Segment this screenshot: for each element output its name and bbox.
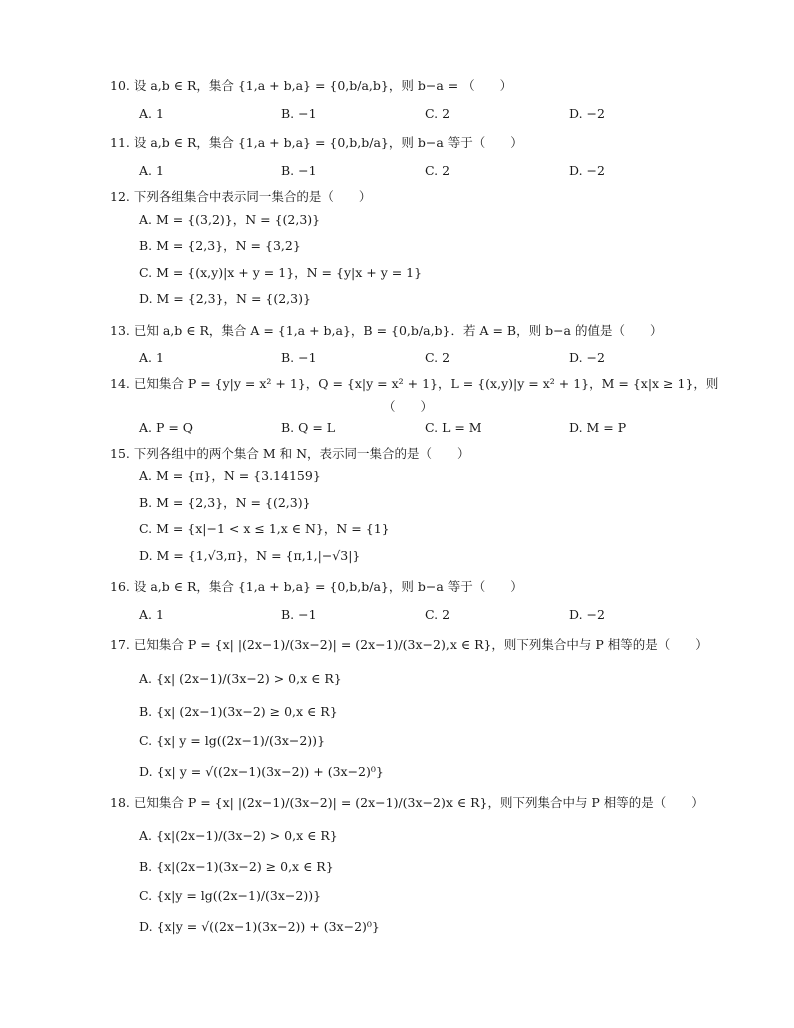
question-11-option-c: C. 2 [425,163,451,178]
question-13-option-c: C. 2 [425,350,451,365]
question-18-option-b: B. {x|(2x−1)(3x−2) ≥ 0,x ∈ R} [139,859,334,874]
question-13-option-d: D. −2 [569,350,605,365]
question-12-option-b: B. M = {2,3}，N = {3,2} [139,238,301,253]
question-15-stem: 15. 下列各组中的两个集合 M 和 N，表示同一集合的是（ ） [110,446,470,461]
question-17-option-c: C. {x| y = lg((2x−1)/(3x−2))} [139,733,326,748]
question-17-stem: 17. 已知集合 P = {x| |(2x−1)/(3x−2)| = (2x−1)/(3x−2),x ∈ R}，则下列集合中与 P 相等的是（ ） [110,637,708,652]
question-17-option-a: A. {x| (2x−1)/(3x−2) > 0,x ∈ R} [139,671,342,686]
question-16-option-c: C. 2 [425,607,451,622]
question-11-option-a: A. 1 [139,163,164,178]
question-10-option-d: D. −2 [569,106,605,121]
question-10-option-a: A. 1 [139,106,164,121]
question-15-option-b: B. M = {2,3}，N = {(2,3)} [139,495,311,510]
question-11-option-d: D. −2 [569,163,605,178]
question-17-option-b: B. {x| (2x−1)(3x−2) ≥ 0,x ∈ R} [139,704,338,719]
question-18-option-a: A. {x|(2x−1)/(3x−2) > 0,x ∈ R} [139,828,338,843]
question-15-option-c: C. M = {x|−1 < x ≤ 1,x ∈ N}，N = {1} [139,521,390,536]
question-18-option-c: C. {x|y = lg((2x−1)/(3x−2))} [139,888,322,903]
question-16-option-a: A. 1 [139,607,164,622]
question-12-option-c: C. M = {(x,y)|x + y = 1}，N = {y|x + y = 1} [139,265,423,280]
question-18-option-d: D. {x|y = √((2x−1)(3x−2)) + (3x−2)⁰} [139,919,380,934]
question-10-stem: 10. 设 a,b ∈ R，集合 {1,a + b,a} = {0,b/a,b}，则 b−a = （ ） [110,78,513,93]
question-15-option-a: A. M = {π}，N = {3.14159} [139,468,321,483]
question-14-option-a: A. P = Q [139,420,194,435]
question-14-option-d: D. M = P [569,420,627,435]
question-12-option-a: A. M = {(3,2)}，N = {(2,3)} [139,212,321,227]
question-14-stem: 14. 已知集合 P = {y|y = x² + 1}，Q = {x|y = x² + 1}，L = {(x,y)|y = x² + 1}，M = {x|x ≥ 1}，则 [110,376,719,391]
question-11-stem: 11. 设 a,b ∈ R，集合 {1,a + b,a} = {0,b,b/a}，则 b−a 等于（ ） [110,135,523,150]
question-15-option-d: D. M = {1,√3,π}，N = {π,1,|−√3|} [139,548,361,563]
question-18-stem: 18. 已知集合 P = {x| |(2x−1)/(3x−2)| = (2x−1)/(3x−2)x ∈ R}，则下列集合中与 P 相等的是（ ） [110,795,704,810]
question-14-option-c: C. L = M [425,420,482,435]
question-12-option-d: D. M = {2,3}，N = {(2,3)} [139,291,311,306]
question-14-answer-paren: （ ） [383,399,434,414]
question-16-option-d: D. −2 [569,607,605,622]
question-16-option-b: B. −1 [281,607,317,622]
question-16-stem: 16. 设 a,b ∈ R，集合 {1,a + b,a} = {0,b,b/a}，则 b−a 等于（ ） [110,579,523,594]
question-17-option-d: D. {x| y = √((2x−1)(3x−2)) + (3x−2)⁰} [139,764,384,779]
question-13-option-b: B. −1 [281,350,317,365]
question-12-stem: 12. 下列各组集合中表示同一集合的是（ ） [110,189,372,204]
question-11-option-b: B. −1 [281,163,317,178]
question-13-option-a: A. 1 [139,350,164,365]
question-10-option-c: C. 2 [425,106,451,121]
question-14-option-b: B. Q = L [281,420,336,435]
question-10-option-b: B. −1 [281,106,317,121]
question-13-stem: 13. 已知 a,b ∈ R，集合 A = {1,a + b,a}，B = {0,b/a,b}．若 A = B，则 b−a 的值是（ ） [110,323,663,338]
